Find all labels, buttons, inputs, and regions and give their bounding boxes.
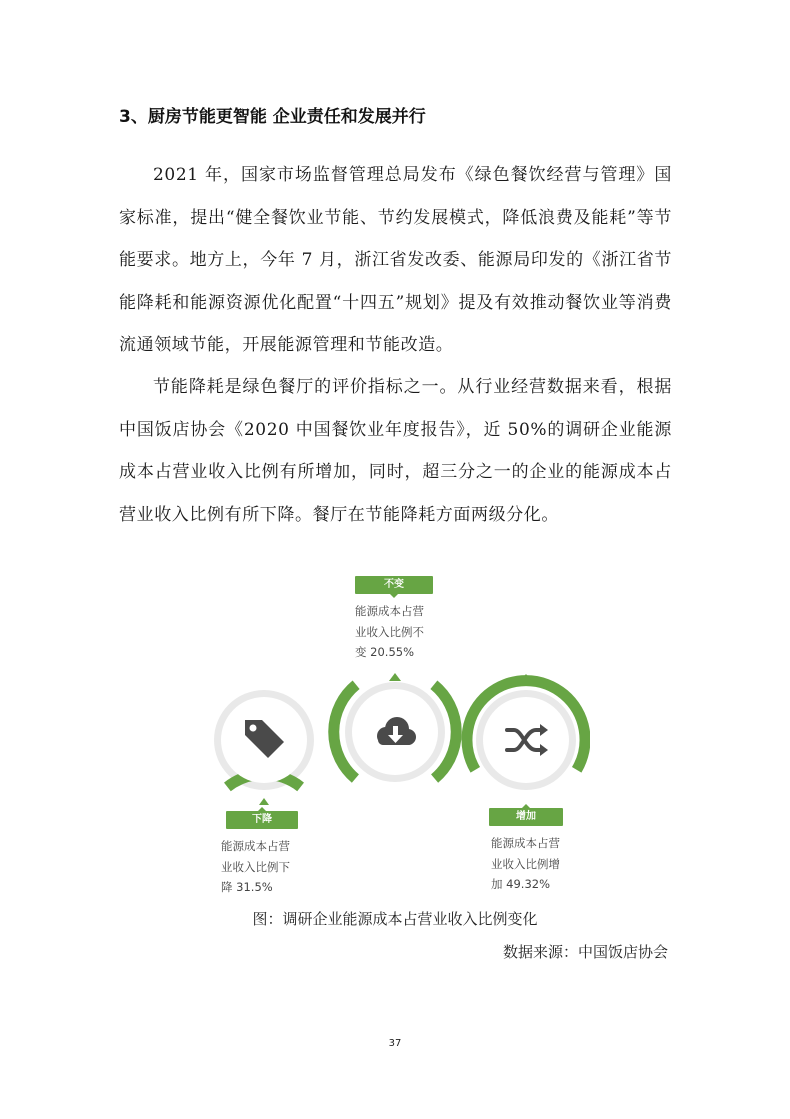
section-heading: 3、厨房节能更智能 企业责任和发展并行 [119, 107, 426, 127]
ring-increase [467, 674, 585, 790]
energy-cost-figure [200, 570, 590, 900]
ring-decrease-pointer [259, 798, 269, 805]
paragraph-policy: 2021 年，国家市场监督管理总局发布《绿色餐饮经营与管理》国家标准，提出“健全餐饮业节能、节约发展模式，降低浪费及能耗”等节能要求。地方上，今年 7 月，浙江省发改委、能源局印发的《浙江省节能降耗和能源资源优化配置“十四五”规划》提及有效推动餐饮业等消费流通领域节能，开展能源管理和节能改造。 [119, 165, 672, 355]
tag-increase: 增加 [489, 808, 563, 826]
caption-unchanged [355, 601, 455, 663]
page-number: 37 [388, 1038, 402, 1049]
tag-unchanged: 不变 [355, 576, 433, 594]
caption-increase [491, 833, 591, 895]
caption-unchanged-line: 能源成本占营 [355, 604, 424, 618]
tag-decrease: 下降 [226, 811, 298, 829]
caption-increase-line: 业收入比例增 [491, 856, 560, 871]
caption-decrease-line: 业收入比例下 [221, 859, 290, 874]
caption-increase-line: 能源成本占营 [491, 836, 560, 850]
caption-increase-line: 加 49.32% [491, 877, 551, 891]
figure-caption: 图：调研企业能源成本占营业收入比例变化 [252, 910, 538, 928]
caption-decrease [221, 836, 321, 898]
caption-decrease-line: 降 31.5% [221, 880, 273, 894]
caption-unchanged-line: 变 20.55% [355, 645, 415, 659]
paragraph-industry: 节能降耗是绿色餐厅的评价指标之一。从行业经营数据来看，根据中国饭店协会《2020 中国餐饮业年度报告》，近 50%的调研企业能源成本占营业收入比例有所增加，同时，超三分之一的企业的能源成本占营业收入比例有所下降。餐厅在节能降耗方面两级分化。 [119, 377, 672, 525]
ring-unchanged-pointer [389, 673, 401, 681]
ring-unchanged [334, 673, 456, 782]
caption-unchanged-line: 业收入比例不 [355, 624, 424, 639]
ring-decrease [214, 690, 314, 805]
source-note: 数据来源：中国饭店协会 [502, 943, 668, 961]
caption-decrease-line: 能源成本占营 [221, 839, 290, 853]
